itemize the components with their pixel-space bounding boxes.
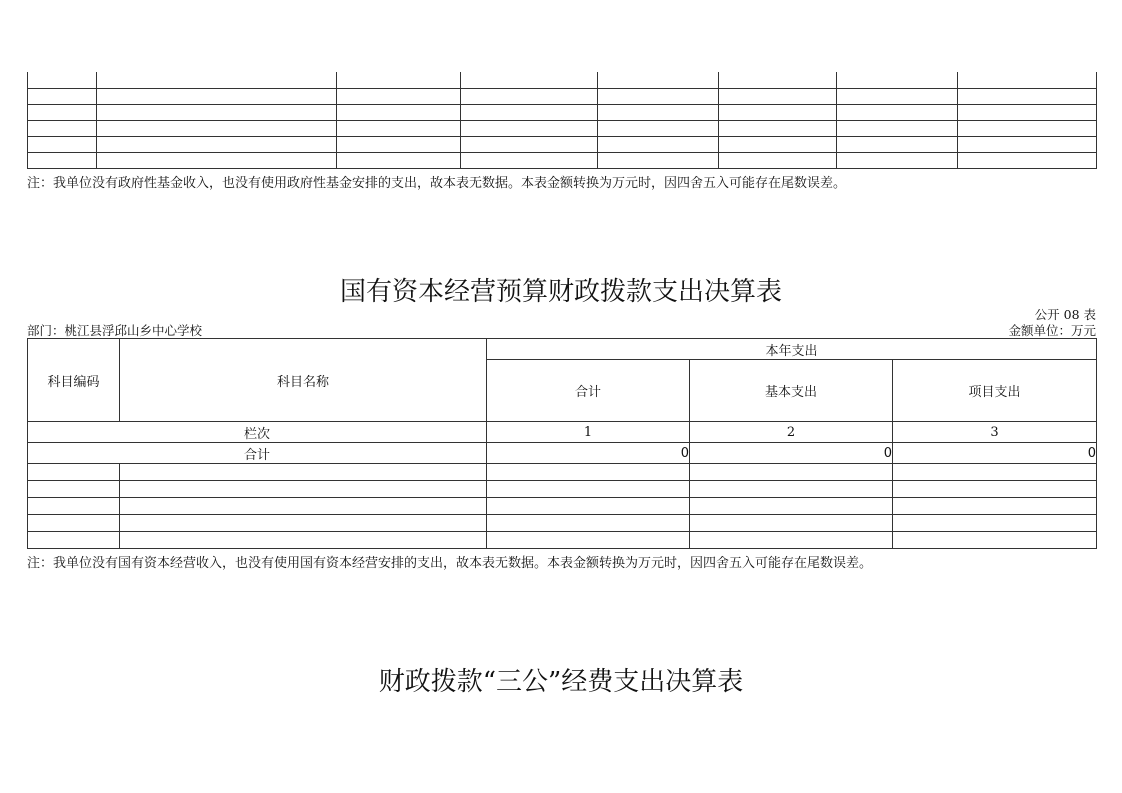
index-cell: 2: [690, 422, 893, 443]
table-row: [28, 532, 1097, 549]
table-row: [28, 72, 1097, 88]
note-state-capital: 注：我单位没有国有资本经营收入，也没有使用国有资本经营安排的支出，故本表无数据。本表金额转换为万元时，因四舍五入可能存在尾数误差。: [27, 556, 873, 571]
col-header-name: 科目名称: [120, 339, 487, 422]
total-value-cell: 0: [893, 443, 1097, 464]
total-value-cell: 0: [690, 443, 893, 464]
total-row: [28, 443, 1097, 464]
table-row: [28, 481, 1097, 498]
amount-unit-label: 金额单位：万元: [1008, 323, 1096, 338]
table-row: [28, 464, 1097, 481]
row-label-total: 合计: [28, 443, 487, 464]
col-header-current-year: 本年支出: [487, 339, 1097, 360]
total-value-cell: 0: [487, 443, 690, 464]
table-row: [28, 88, 1097, 104]
top-table: [27, 72, 1097, 169]
table-row: [28, 104, 1097, 120]
table-row: [28, 515, 1097, 532]
col-header-basic: 基本支出: [690, 360, 893, 422]
table-row: [28, 498, 1097, 515]
table-row: [28, 152, 1097, 168]
table-row: [28, 136, 1097, 152]
section-title: 财政拨款“三公”经费支出决算表: [378, 667, 744, 697]
row-label-index: 栏次: [28, 422, 487, 443]
capital-budget-table: [27, 338, 1097, 549]
header-row: [28, 339, 1097, 360]
index-cell: 3: [893, 422, 1097, 443]
col-header-project: 项目支出: [893, 360, 1097, 422]
col-header-code: 科目编码: [28, 339, 120, 422]
index-row: [28, 422, 1097, 443]
page-title: 国有资本经营预算财政拨款支出决算表: [339, 277, 782, 307]
form-number: 公开 08 表: [1034, 307, 1096, 322]
department-label: 部门：桃江县浮邱山乡中心学校: [27, 323, 203, 338]
index-cell: 1: [487, 422, 690, 443]
table-row: [28, 120, 1097, 136]
col-header-total: 合计: [487, 360, 690, 422]
note-government-fund: 注：我单位没有政府性基金收入，也没有使用政府性基金安排的支出，故本表无数据。本表金额转换为万元时，因四舍五入可能存在尾数误差。: [27, 176, 847, 191]
